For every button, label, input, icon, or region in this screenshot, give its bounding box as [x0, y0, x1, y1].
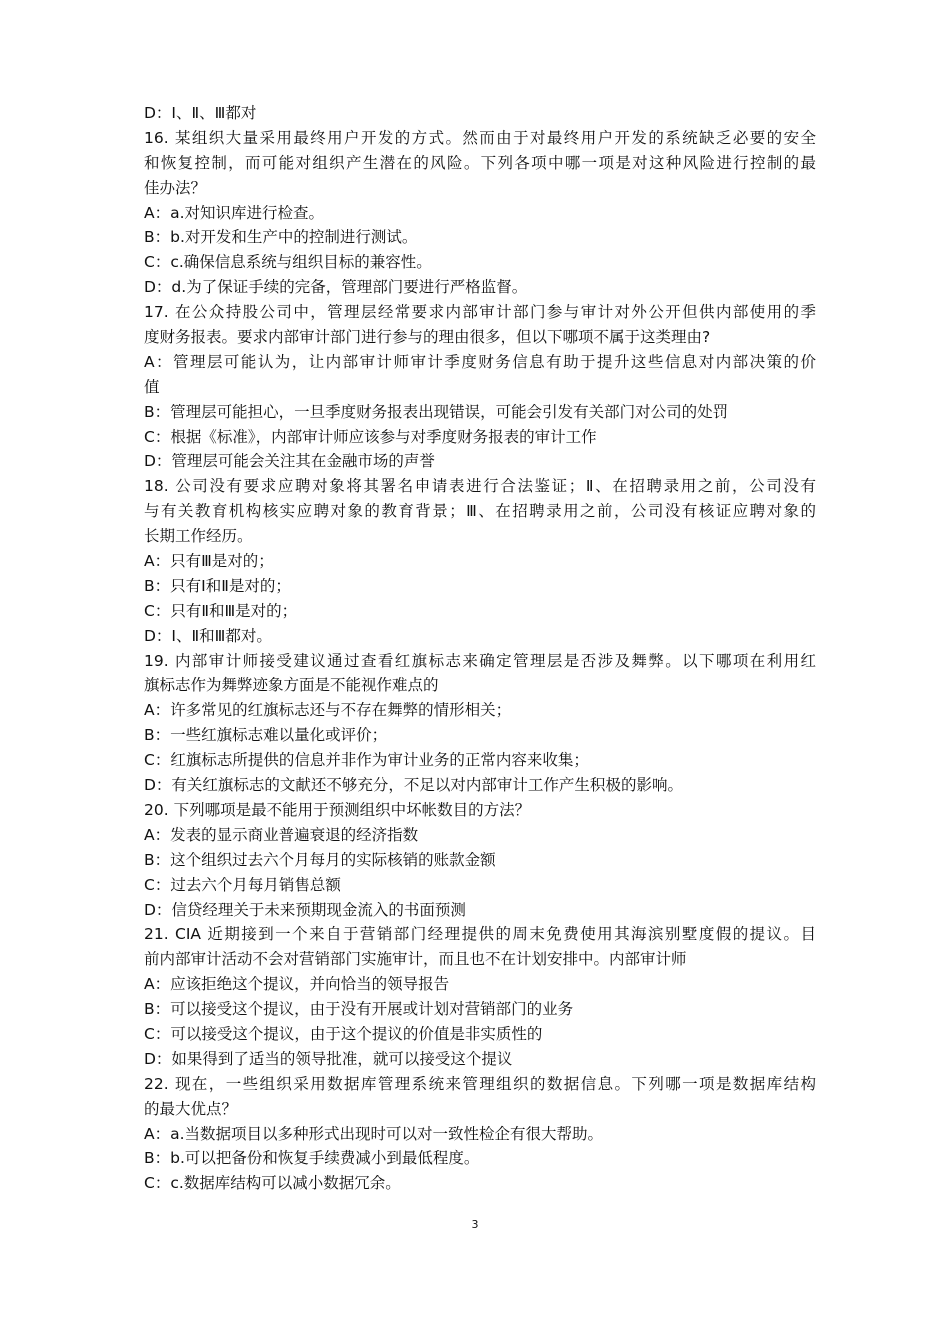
option-a: A：管理层可能认为，让内部审计师审计季度财务信息有助于提升这些信息对内部决策的价	[144, 352, 816, 371]
text-line: 佳办法？	[144, 178, 207, 197]
option-d: D：d.为了保证手续的完备，管理部门要进行严格监督。	[144, 278, 528, 297]
text-line: D：Ⅰ、Ⅱ、Ⅲ都对	[144, 104, 257, 122]
option-c: C：可以接受这个提议，由于这个提议的价值是非实质性的	[144, 1024, 543, 1043]
question-19-line: 19. 内部审计师接受建议通过查看红旗标志来确定管理层是否涉及舞弊。以下哪项在利用红	[144, 651, 816, 670]
option-c: C：只有Ⅱ和Ⅲ是对的；	[144, 601, 298, 620]
text-line: 值	[144, 377, 160, 396]
text-line: 与有关教育机构核实应聘对象的教育背景；Ⅲ、在招聘录用之前，公司没有核证应聘对象的	[144, 502, 816, 521]
option-b: B：只有Ⅰ和Ⅱ是对的；	[144, 576, 291, 595]
text-line: 和恢复控制，而可能对组织产生潜在的风险。下列各项中哪一项是对这种风险进行控制的最	[144, 153, 816, 172]
option-a: A：只有Ⅲ是对的；	[144, 552, 274, 571]
option-b: B：b.可以把备份和恢复手续费减小到最低程度。	[144, 1149, 480, 1168]
option-b: B：b.对开发和生产中的控制进行测试。	[144, 228, 418, 247]
option-c: C：过去六个月每月销售总额	[144, 875, 341, 894]
option-a: A：许多常见的红旗标志还与不存在舞弊的情形相关；	[144, 701, 512, 720]
option-a: A：a.对知识库进行检查。	[144, 203, 325, 222]
option-d: D：如果得到了适当的领导批准，就可以接受这个提议	[144, 1049, 513, 1068]
question-16-line: 16. 某组织大量采用最终用户开发的方式。然而由于对最终用户开发的系统缺乏必要的安全	[144, 128, 816, 147]
option-b: B：管理层可能担心，一旦季度财务报表出现错误，可能会引发有关部门对公司的处罚	[144, 402, 729, 421]
question-21-line: 21. CIA 近期接到一个来自于营销部门经理提供的周末免费使用其海滨别墅度假的提议。目	[144, 925, 816, 944]
option-d: D：Ⅰ、Ⅱ和Ⅲ都对。	[144, 626, 272, 645]
question-17-line: 17. 在公众持股公司中，管理层经常要求内部审计部门参与审计对外公开但供内部使用的季	[144, 303, 816, 322]
page-number: 3	[471, 1218, 479, 1231]
option-d: D：信贷经理关于未来预期现金流入的书面预测	[144, 900, 466, 919]
option-a: A：发表的显示商业普遍衰退的经济指数	[144, 825, 419, 844]
option-d: D：管理层可能会关注其在金融市场的声誉	[144, 452, 435, 471]
question-22-line: 22. 现在，一些组织采用数据库管理系统来管理组织的数据信息。下列哪一项是数据库结构	[144, 1074, 816, 1093]
option-c: C：c.数据库结构可以减小数据冗余。	[144, 1174, 401, 1193]
option-c: C：根据《标准》，内部审计师应该参与对季度财务报表的审计工作	[144, 427, 597, 446]
question-20-line: 20. 下列哪项是最不能用于预测组织中坏帐数目的方法？	[144, 800, 531, 819]
question-18-line: 18. 公司没有要求应聘对象将其署名申请表进行合法鉴证；Ⅱ、在招聘录用之前，公司没有	[144, 477, 816, 496]
page-content	[144, 101, 816, 1196]
option-b: B：可以接受这个提议，由于没有开展或计划对营销部门的业务	[144, 1000, 574, 1019]
option-b: B：一些红旗标志难以量化或评价；	[144, 726, 388, 745]
text-line: 的最大优点？	[144, 1099, 238, 1118]
option-c: C：红旗标志所提供的信息并非作为审计业务的正常内容来收集；	[144, 751, 589, 770]
option-a: A：a.当数据项目以多种形式出现时可以对一致性检企有很大帮助。	[144, 1124, 604, 1143]
text-line: 长期工作经历。	[144, 527, 253, 546]
option-d: D：有关红旗标志的文献还不够充分，不足以对内部审计工作产生积极的影响。	[144, 776, 683, 795]
text-line: 旗标志作为舞弊迹象方面是不能视作难点的	[144, 676, 439, 695]
option-c: C：c.确保信息系统与组织目标的兼容性。	[144, 253, 432, 272]
text-line: 前内部审计活动不会对营销部门实施审计，而且也不在计划安排中。内部审计师	[144, 950, 687, 969]
option-b: B：这个组织过去六个月每月的实际核销的账款金额	[144, 850, 496, 869]
text-line: 度财务报表。要求内部审计部门进行参与的理由很多，但以下哪项不属于这类理由?	[144, 328, 711, 347]
option-a: A：应该拒绝这个提议，并向恰当的领导报告	[144, 975, 450, 994]
